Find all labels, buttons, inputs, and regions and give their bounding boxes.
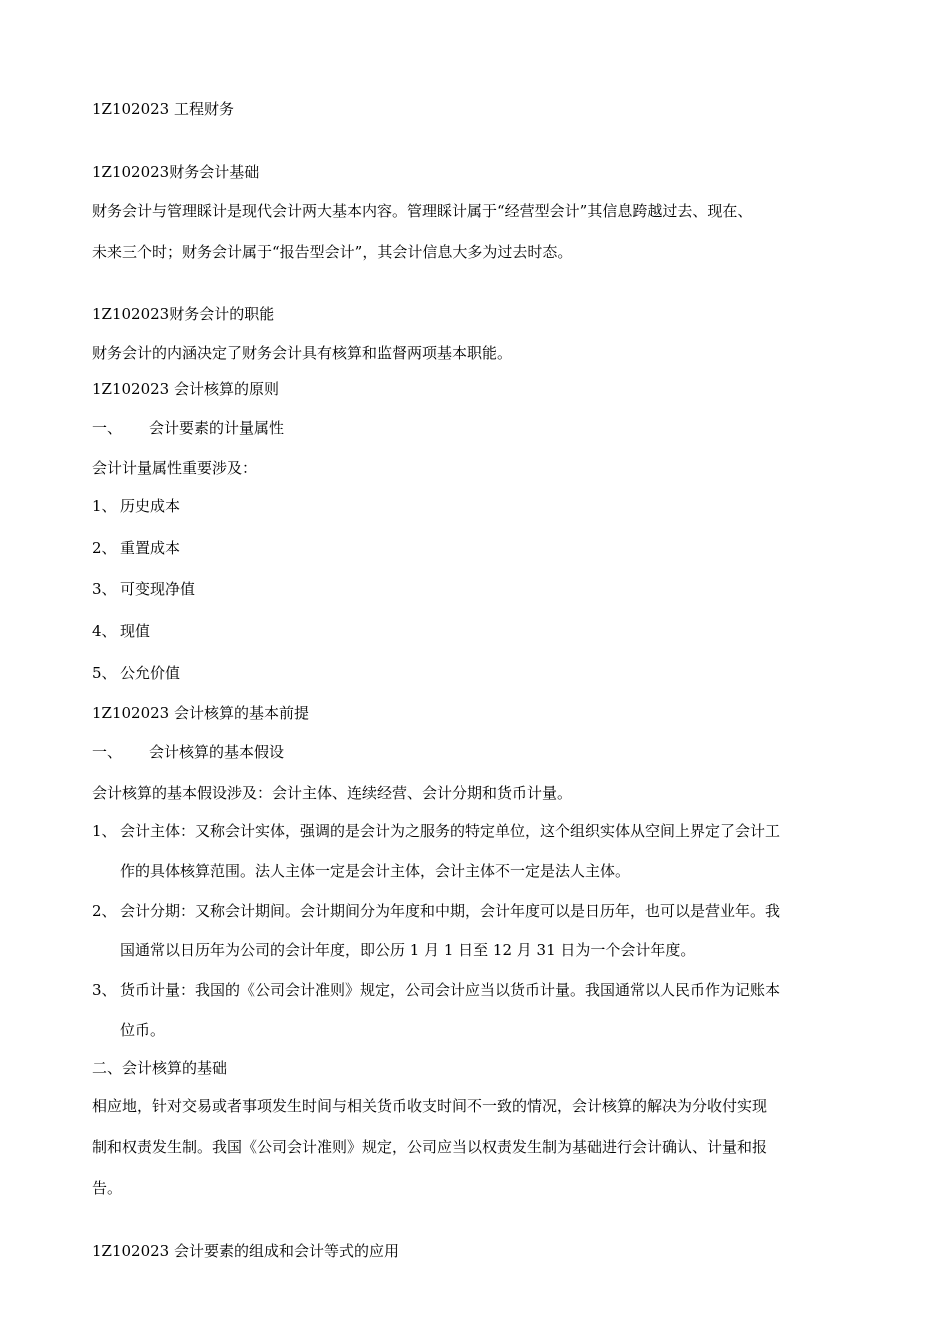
heading-basic-premises: 1Z102023 会计核算的基本前提 bbox=[92, 704, 309, 722]
section-title: 会计核算的基本假设 bbox=[149, 743, 285, 761]
heading-accounting-elements: 1Z102023 会计要素的组成和会计等式的应用 bbox=[92, 1242, 399, 1260]
list-item-number: 3、 bbox=[92, 981, 117, 999]
section-number: 一、 bbox=[92, 419, 123, 437]
section-number: 一、 bbox=[92, 743, 123, 761]
paragraph-line: 财务会计与管理睬计是现代会计两大基本内容。管理睬计属于“经营型会计”其信息跨越过去、现在、 bbox=[92, 202, 753, 220]
section-title: 二、会计核算的基础 bbox=[92, 1059, 228, 1077]
list-item-line: 会计主体：又称会计实体，强调的是会计为之服务的特定单位，这个组织实体从空间上界定了会计工 bbox=[120, 822, 781, 840]
paragraph-line: 告。 bbox=[92, 1179, 123, 1197]
paragraph-line: 制和权责发生制。我国《公司会计准则》规定，公司应当以权责发生制为基础进行会计确认、计量和报 bbox=[92, 1138, 768, 1156]
paragraph-line: 会计核算的基本假设涉及：会计主体、连续经营、会计分期和货币计量。 bbox=[92, 784, 573, 802]
list-item: 可变现净值 bbox=[120, 580, 196, 598]
heading-financial-accounting-basics: 1Z102023财务会计基础 bbox=[92, 163, 260, 181]
list-item: 现值 bbox=[120, 622, 151, 640]
list-item-number: 4、 bbox=[92, 622, 117, 640]
list-item-line: 国通常以日历年为公司的会计年度，即公历 1 月 1 日至 12 月 31 日为一个会计年度。 bbox=[120, 941, 696, 959]
list-item-line: 作的具体核算范围。法人主体一定是会计主体，会计主体不一定是法人主体。 bbox=[120, 862, 631, 880]
list-item-number: 2、 bbox=[92, 539, 117, 557]
paragraph-line: 未来三个时；财务会计属于“报告型会计”，其会计信息大多为过去时态。 bbox=[92, 243, 573, 261]
paragraph-line: 会计计量属性重要涉及： bbox=[92, 459, 258, 477]
list-item: 重置成本 bbox=[120, 539, 181, 557]
list-item-line: 货币计量：我国的《公司会计准则》规定，公司会计应当以货币计量。我国通常以人民币作为记账本 bbox=[120, 981, 781, 999]
list-item: 公允价值 bbox=[120, 664, 181, 682]
paragraph-line: 财务会计的内涵决定了财务会计具有核算和监督两项基本职能。 bbox=[92, 344, 513, 362]
heading-engineering-finance: 1Z102023 工程财务 bbox=[92, 100, 234, 118]
list-item-number: 1、 bbox=[92, 822, 117, 840]
paragraph-line: 相应地，针对交易或者事项发生时间与相关货币收支时间不一致的情况，会计核算的解决为分收付实现 bbox=[92, 1097, 768, 1115]
list-item-line: 位币。 bbox=[120, 1021, 166, 1039]
heading-accounting-principles: 1Z102023 会计核算的原则 bbox=[92, 380, 279, 398]
list-item-number: 2、 bbox=[92, 902, 117, 920]
section-title: 会计要素的计量属性 bbox=[149, 419, 285, 437]
list-item: 历史成本 bbox=[120, 497, 181, 515]
list-item-number: 1、 bbox=[92, 497, 117, 515]
heading-accounting-functions: 1Z102023财务会计的职能 bbox=[92, 305, 275, 323]
list-item-number: 5、 bbox=[92, 664, 117, 682]
list-item-line: 会计分期：又称会计期间。会计期间分为年度和中期，会计年度可以是日历年，也可以是营业年。我 bbox=[120, 902, 781, 920]
list-item-number: 3、 bbox=[92, 580, 117, 598]
